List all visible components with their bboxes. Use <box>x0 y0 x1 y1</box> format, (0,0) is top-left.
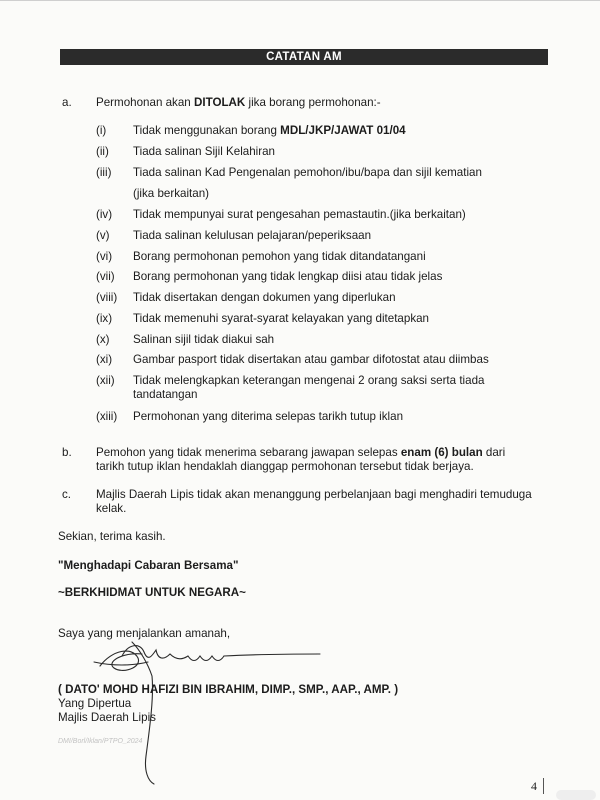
item-text: Tidak disertakan dengan dokumen yang diperlukan <box>133 291 396 304</box>
section-a-intro <box>96 96 381 110</box>
section-banner: CATATAN AM <box>60 49 548 65</box>
item-text: Borang permohonan pemohon yang tidak ditandatangani <box>133 250 426 263</box>
item-text-continued: tandatangan <box>133 388 198 401</box>
signatory-title: Yang Dipertua <box>58 697 132 710</box>
section-c-line1: Majlis Daerah Lipis tidak akan menanggung perbelanjaan bagi menghadiri temuduga <box>96 488 532 501</box>
item-text: Tiada salinan Sijil Kelahiran <box>133 145 275 158</box>
item-text-pre: Tidak menggunakan borang <box>133 124 281 137</box>
item-number: (ix) <box>96 312 113 325</box>
section-b-line1 <box>96 446 505 460</box>
closing-motto: "Menghadapi Cabaran Bersama" <box>58 559 239 572</box>
section-a-intro-post: jika borang permohonan:- <box>245 96 381 109</box>
scan-smudge <box>556 790 596 800</box>
closing-trust: Saya yang menjalankan amanah, <box>58 627 231 640</box>
item-number: (iii) <box>96 166 112 179</box>
item-number: (i) <box>96 124 107 137</box>
item-text <box>133 124 406 138</box>
item-number: (ii) <box>96 145 109 158</box>
section-b-bold: enam (6) bulan <box>400 446 483 459</box>
section-b-pre: Pemohon yang tidak menerima sebarang jawapan selepas <box>96 446 401 459</box>
item-number: (xiii) <box>96 410 118 423</box>
item-text: Tiada salinan kelulusan pelajaran/peperiksaan <box>133 229 372 242</box>
page-number: 4 <box>531 779 537 793</box>
closing-slogan: ~BERKHIDMAT UNTUK NEGARA~ <box>58 586 246 599</box>
item-text: Tidak melengkapkan keterangan mengenai 2 orang saksi serta tiada <box>133 374 485 387</box>
item-text: Salinan sijil tidak diakui sah <box>133 333 275 346</box>
item-text: Permohonan yang diterima selepas tarikh tutup iklan <box>133 410 404 423</box>
page-number-divider <box>543 778 544 794</box>
item-number: (vi) <box>96 250 113 263</box>
section-b-post: dari <box>482 446 506 459</box>
signatory-name: ( DATO' MOHD HAFIZI BIN IBRAHIM, DIMP., SMP., AAP., AMP. ) <box>58 683 399 696</box>
section-b-label: b. <box>62 446 72 459</box>
item-number: (iv) <box>96 208 113 221</box>
section-b-line2: tarikh tutup iklan hendaklah dianggap permohonan tersebut tidak berjaya. <box>96 460 474 473</box>
reference-code: DMI/Borl/Iklan/PTPO_2024 <box>58 738 143 745</box>
item-text: Borang permohonan yang tidak lengkap diisi atau tidak jelas <box>133 270 443 283</box>
signatory-org: Majlis Daerah Lipis <box>58 711 156 724</box>
top-edge-line <box>0 0 600 1</box>
item-number: (xii) <box>96 374 115 387</box>
item-text: Tidak mempunyai surat pengesahan pemastautin.(jika berkaitan) <box>133 208 466 221</box>
item-number: (xi) <box>96 353 113 366</box>
item-text: Gambar pasport tidak disertakan atau gambar difotostat atau diimbas <box>133 353 489 366</box>
item-number: (vii) <box>96 270 115 283</box>
closing-thanks: Sekian, terima kasih. <box>58 530 166 543</box>
item-number: (viii) <box>96 291 118 304</box>
item-text: Tiada salinan Kad Pengenalan pemohon/ibu/bapa dan sijil kematian <box>133 166 482 179</box>
item-number: (x) <box>96 333 110 346</box>
item-text-continued: (jika berkaitan) <box>133 187 210 200</box>
section-a-intro-bold: DITOLAK <box>193 96 246 109</box>
section-a-intro-pre: Permohonan akan <box>96 96 194 109</box>
item-text-bold: MDL/JKP/JAWAT 01/04 <box>280 124 406 137</box>
item-text: Tidak memenuhi syarat-syarat kelayakan yang ditetapkan <box>133 312 430 325</box>
section-c-line2: kelak. <box>96 502 127 515</box>
item-number: (v) <box>96 229 110 242</box>
section-a-label: a. <box>62 96 72 109</box>
section-c-label: c. <box>62 488 72 501</box>
